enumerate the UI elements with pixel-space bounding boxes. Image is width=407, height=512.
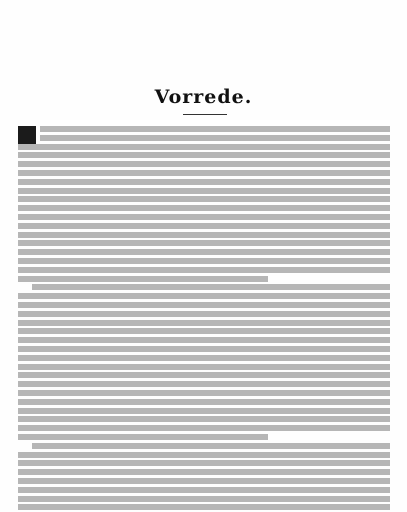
text-line: [32, 443, 390, 449]
text-line: [32, 284, 390, 290]
text-line: [18, 161, 390, 167]
text-line: [18, 364, 390, 370]
text-line: [18, 408, 390, 414]
text-line: [18, 249, 390, 255]
text-line: [18, 469, 390, 475]
text-line: [18, 425, 390, 431]
text-line: [18, 346, 390, 352]
text-line: [18, 381, 390, 387]
text-line: [18, 267, 390, 273]
text-line: [18, 399, 390, 405]
text-line: [18, 179, 390, 185]
text-line: [18, 214, 390, 220]
text-line: [18, 205, 390, 211]
text-line: [18, 152, 390, 158]
text-line: [40, 126, 390, 132]
text-line: [18, 478, 390, 484]
text-line: [18, 460, 390, 466]
text-line: [18, 416, 390, 422]
title-underline: [183, 114, 227, 115]
text-line: [18, 452, 390, 458]
text-line: [18, 188, 390, 194]
page-title: Vorrede.: [154, 86, 253, 108]
text-line: [18, 434, 268, 440]
text-line: [18, 311, 390, 317]
text-line: [18, 276, 268, 282]
text-line: [18, 232, 390, 238]
text-line: [18, 496, 390, 502]
text-line: [40, 135, 390, 141]
text-line: [18, 223, 390, 229]
text-line: [18, 504, 390, 510]
text-line: [18, 372, 390, 378]
drop-initial: [18, 126, 36, 144]
text-line: [18, 258, 390, 264]
text-line: [18, 390, 390, 396]
text-line: [18, 328, 390, 334]
text-line: [18, 320, 390, 326]
text-line: [18, 302, 390, 308]
text-line: [18, 144, 390, 150]
text-line: [18, 337, 390, 343]
text-line: [18, 170, 390, 176]
text-line: [18, 240, 390, 246]
text-line: [18, 487, 390, 493]
text-line: [18, 196, 390, 202]
text-line: [18, 293, 390, 299]
text-line: [18, 355, 390, 361]
